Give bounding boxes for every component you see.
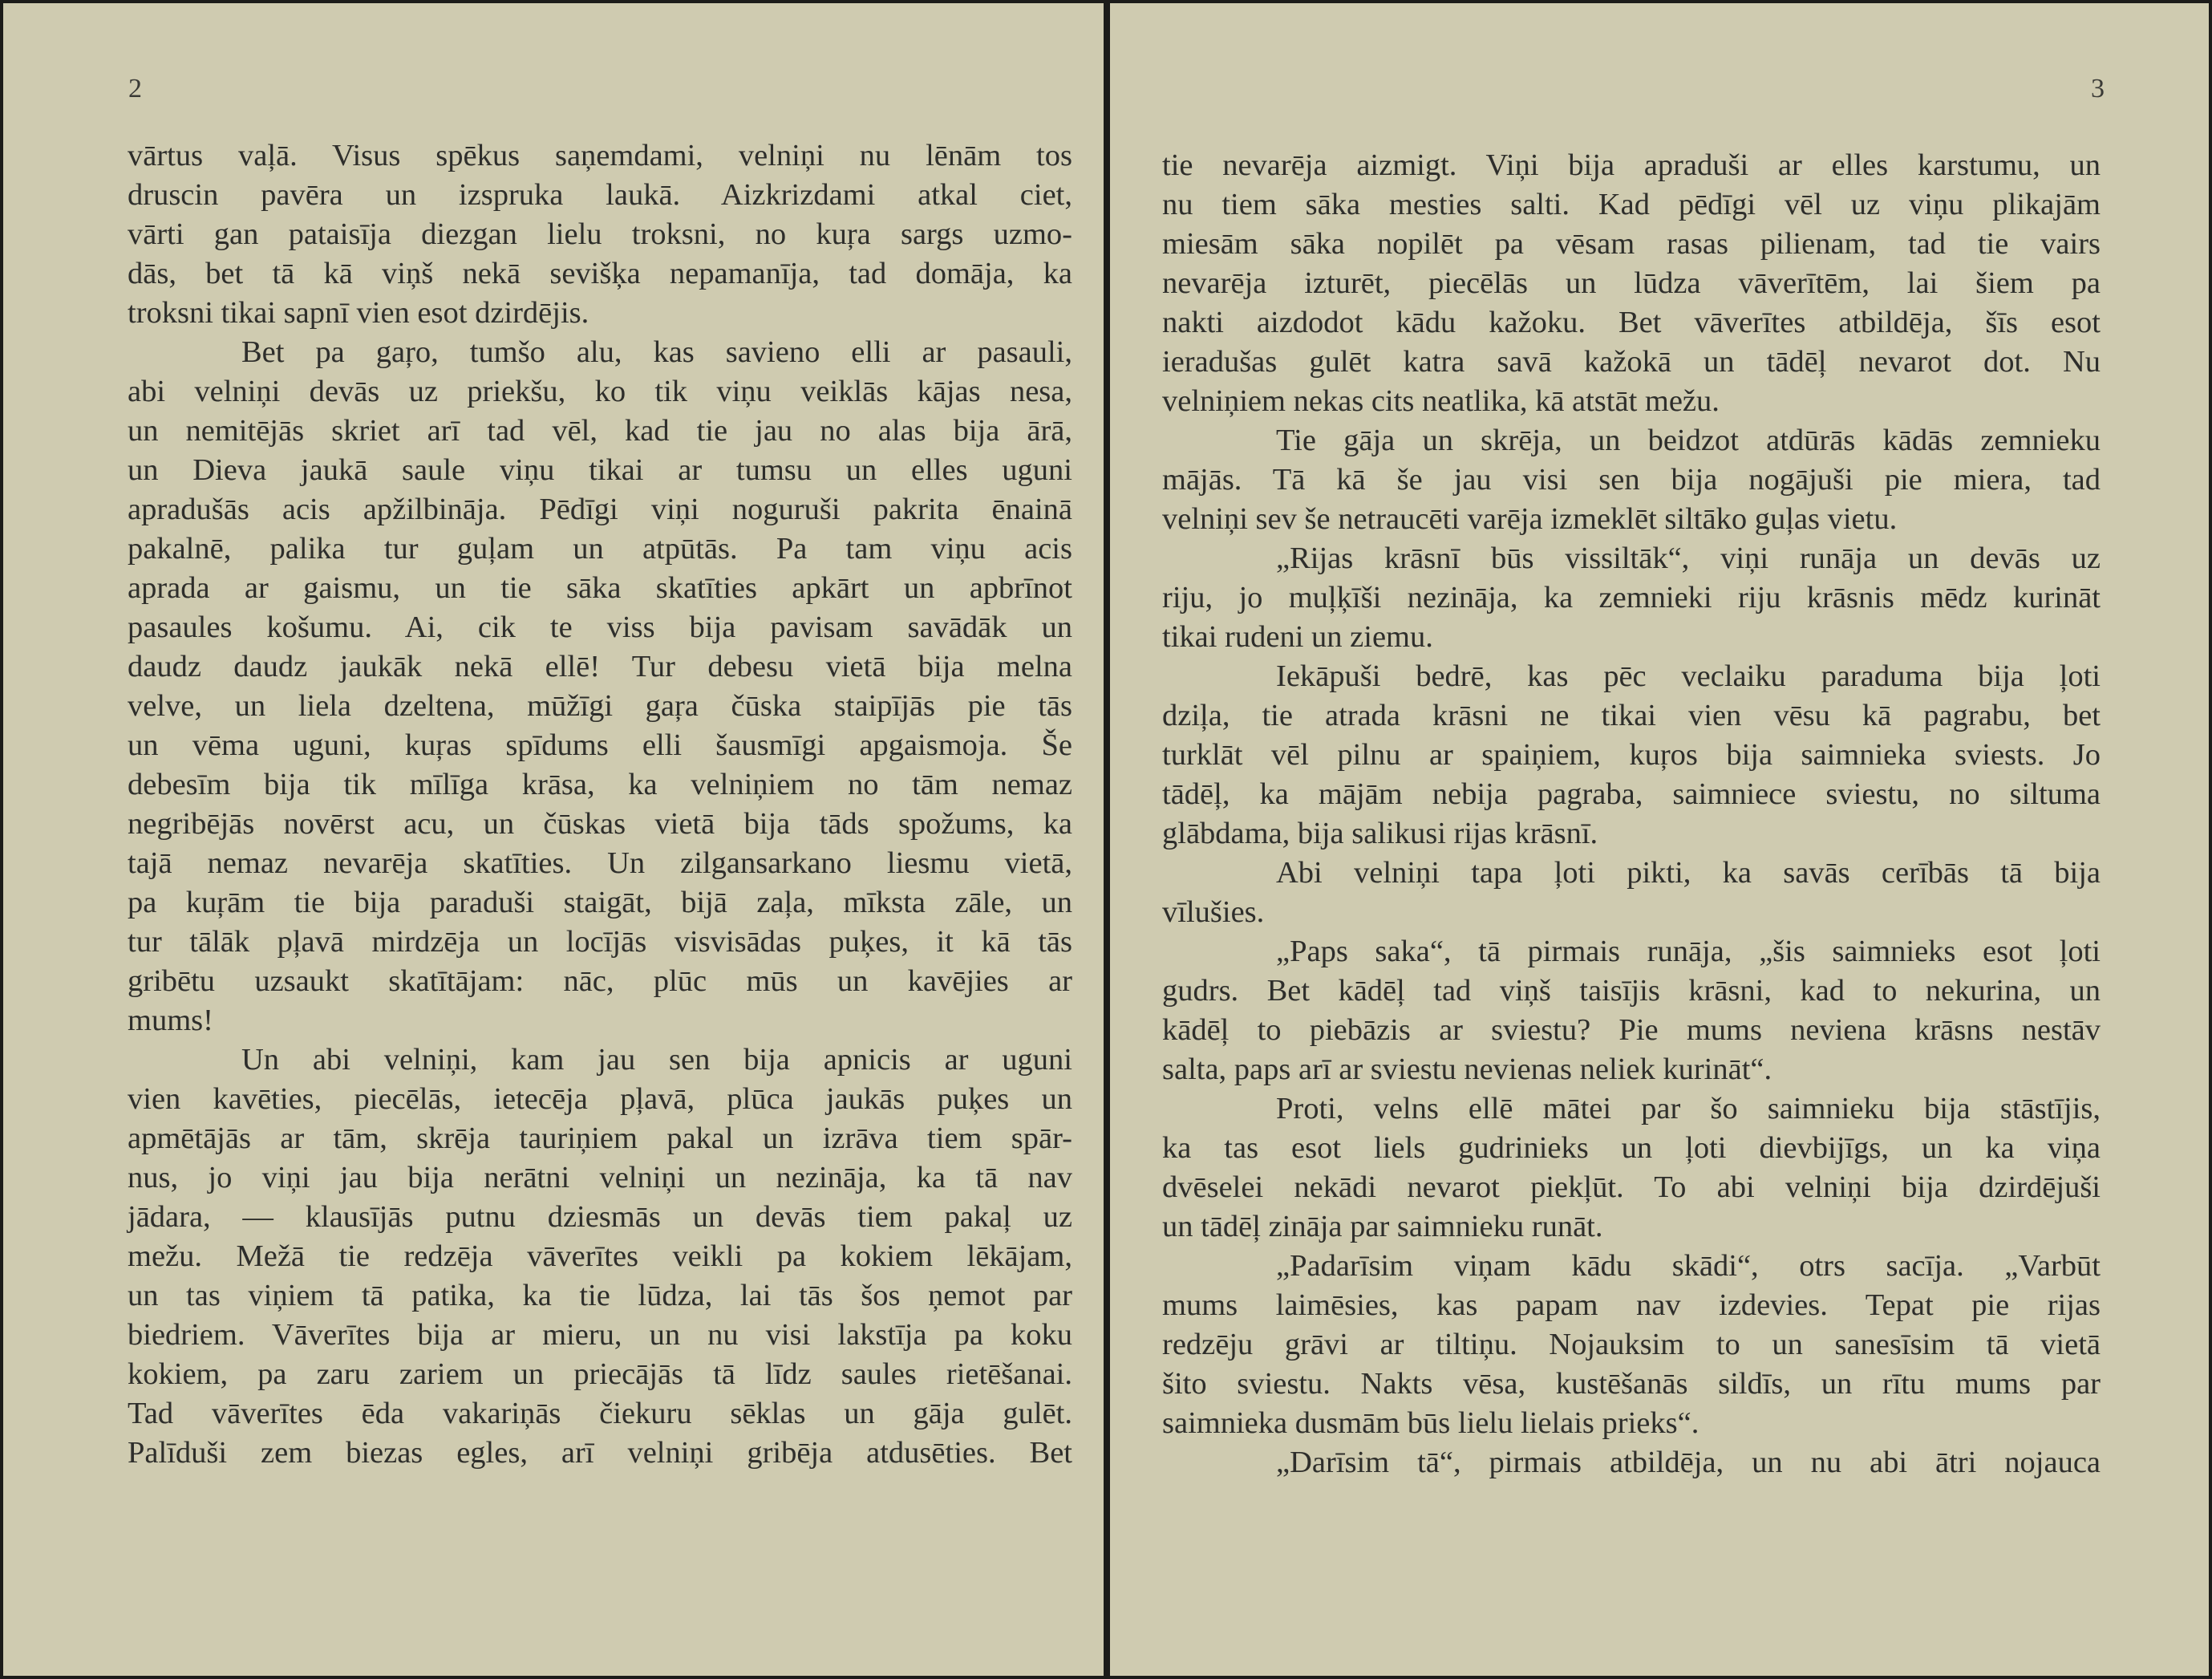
text-line: Abi velniņi tapa ļoti pikti, ka savās cerībās tā bija xyxy=(1276,856,2101,890)
text-line: biedriem. Vāverītes bija ar mieru, un nu visi lakstīja pa koku xyxy=(128,1318,1072,1352)
text-line: ieradušas gulēt katra savā kažokā un tādēļ nevarot dot. Nu xyxy=(1162,345,2101,379)
text-line: dās, bet tā kā viņš nekā sevišķa nepamanīja, tad domāja, ka xyxy=(128,257,1072,290)
body-text xyxy=(1162,146,2101,1482)
text-line: jādara, — klausījās putnu dziesmās un devās tiem pakaļ uz xyxy=(128,1200,1072,1234)
text-line: daudz daudz jaukāk nekā ellē! Tur debesu vietā bija melna xyxy=(128,650,1072,683)
text-line: aprada ar gaismu, un tie sāka skatīties apkārt un apbrīnot xyxy=(128,571,1072,605)
text-line: un tādēļ zināja par saimnieku runāt. xyxy=(1162,1210,1603,1243)
page-number: 2 xyxy=(128,74,142,103)
text-line: gudrs. Bet kādēļ tad viņš taisījis krāsni, kad to nekurina, un xyxy=(1162,974,2101,1008)
text-line: Tie gāja un skrēja, un beidzot atdūrās kādās zemnieku xyxy=(1276,424,2101,457)
text-line: pa kuŗām tie bija paraduši staigāt, bijā zaļa, mīksta zāle, un xyxy=(128,886,1072,919)
text-line: nakti aizdodot kādu kažoku. Bet vāverītes atbildēja, šīs esot xyxy=(1162,306,2101,339)
text-line: un tas viņiem tā patika, ka tie lūdza, lai tās šos ņemot par xyxy=(128,1279,1072,1312)
text-line: Bet pa gaŗo, tumšo alu, kas savieno elli ar pasauli, xyxy=(241,335,1072,369)
text-line: mums laimēsies, kas papam nav izdevies. Tepat pie rijas xyxy=(1162,1288,2101,1322)
text-line: velve, un liela dzeltena, mūžīgi gaŗa čūska staipījās pie tās xyxy=(128,689,1072,723)
text-line: nu tiem sāka mesties salti. Kad pēdīgi vēl uz viņu plikajām xyxy=(1162,188,2101,221)
text-line: Proti, velns ellē mātei par šo saimnieku bija stāstījis, xyxy=(1276,1092,2101,1125)
text-line: dvēselei nekādi nevarot piekļūt. To abi velniņi bija dzirdējuši xyxy=(1162,1170,2101,1204)
text-line: vien kavēties, piecēlās, ietecēja pļavā, plūca jaukās puķes un xyxy=(128,1082,1072,1116)
text-line: velniņiem nekas cits neatlika, kā atstāt mežu. xyxy=(1162,384,1720,418)
text-line: dziļa, tie atrada krāsni ne tikai vien vēsu kā pagrabu, bet xyxy=(1162,699,2101,732)
text-line: kokiem, pa zaru zariem un priecājās tā līdz saules rietēšanai. xyxy=(128,1357,1072,1391)
text-line: apmētājās ar tām, skrēja tauriņiem pakal un izrāva tiem spār- xyxy=(128,1121,1072,1155)
page-number: 3 xyxy=(2091,74,2105,103)
text-line: mums! xyxy=(128,1004,213,1037)
body-text xyxy=(128,136,1072,1473)
text-line: miesām sāka nopilēt pa vēsam rasas pilienam, tad tie vairs xyxy=(1162,227,2101,261)
text-line: Palīduši zem biezas egles, arī velniņi gribēja atdusēties. Bet xyxy=(128,1436,1072,1470)
text-line: vīlušies. xyxy=(1162,895,1265,929)
text-line: negribējās novērst acu, un čūskas vietā bija tāds spožums, ka xyxy=(128,807,1072,841)
text-line: tādēļ, ka mājām nebija pagraba, saimniece sviestu, no siltuma xyxy=(1162,777,2101,811)
text-line: tajā nemaz nevarēja skatīties. Un zilgansarkano liesmu vietā, xyxy=(128,846,1072,880)
text-line: redzēju grāvi ar tiltiņu. Nojauksim to un sanesīsim tā vietā xyxy=(1162,1328,2101,1361)
text-line: tur tālāk pļavā mirdzēja un locījās visvisādas puķes, it kā tās xyxy=(128,925,1072,959)
text-line: troksni tikai sapnī vien esot dzirdējis. xyxy=(128,296,589,330)
text-line: pakalnē, palika tur guļam un atpūtās. Pa tam viņu acis xyxy=(128,532,1072,566)
text-line: nus, jo viņi jau bija nerātni velniņi un nezināja, ka tā nav xyxy=(128,1161,1072,1194)
text-line: un nemitējās skriet arī tad vēl, kad tie jau no alas bija ārā, xyxy=(128,414,1072,448)
text-line: kādēļ to piebāzis ar sviestu? Pie mums neviena krāsns nestāv xyxy=(1162,1013,2101,1047)
text-line: debesīm bija tik mīlīga krāsa, ka velniņiem no tām nemaz xyxy=(128,768,1072,801)
text-line: „Padarīsim viņam kādu skādi“, otrs sacīja. „Varbūt xyxy=(1276,1249,2101,1283)
text-line: gribētu uzsaukt skatītājam: nāc, plūc mūs un kavējies ar xyxy=(128,964,1072,998)
text-line: šito sviestu. Nakts vēsa, kustēšanās sildīs, un rītu mums par xyxy=(1162,1367,2101,1401)
text-line: Iekāpuši bedrē, kas pēc veclaiku paraduma bija ļoti xyxy=(1276,659,2101,693)
text-line: Un abi velniņi, kam jau sen bija apnicis ar uguni xyxy=(241,1043,1072,1077)
text-line: Tad vāverītes ēda vakariņās čiekuru sēklas un gāja gulēt. xyxy=(128,1397,1072,1430)
text-line: vārtus vaļā. Visus spēkus saņemdami, velniņi nu lēnām tos xyxy=(128,139,1072,172)
text-line: nevarēja izturēt, piecēlās un lūdza vāverītēm, lai šiem pa xyxy=(1162,266,2101,300)
text-line: un vēma uguni, kuŗas spīdums elli šausmīgi apgaismoja. Še xyxy=(128,728,1072,762)
text-line: velniņi sev še netraucēti varēja izmeklēt siltāko guļas vietu. xyxy=(1162,502,1898,536)
text-line: mājās. Tā kā še jau visi sen bija nogājuši pie miera, tad xyxy=(1162,463,2101,497)
text-line: pasaules košumu. Ai, cik te viss bija pavisam savādāk un xyxy=(128,610,1072,644)
text-line: salta, paps arī ar sviestu nevienas neliek kurināt“. xyxy=(1162,1052,1772,1086)
text-line: „Paps saka“, tā pirmais runāja, „šis saimnieks esot ļoti xyxy=(1276,935,2101,968)
text-line: apradušās acis apžilbināja. Pēdīgi viņi noguruši pakrita ēnainā xyxy=(128,493,1072,526)
text-line: mežu. Mežā tie redzēja vāverītes veikli pa kokiem lēkājam, xyxy=(128,1239,1072,1273)
text-line: turklāt vēl pilnu ar spaiņiem, kuŗos bija saimnieka sviests. Jo xyxy=(1162,738,2101,772)
text-line: tie nevarēja aizmigt. Viņi bija apraduši ar elles karstumu, un xyxy=(1162,148,2101,182)
text-line: vārti gan pataisīja diezgan lielu troksni, no kuŗa sargs uzmo- xyxy=(128,217,1072,251)
text-line: un Dieva jaukā saule viņu tikai ar tumsu un elles uguni xyxy=(128,453,1072,487)
text-line: tikai rudeni un ziemu. xyxy=(1162,620,1433,654)
text-line: riju, jo muļķīši nezināja, ka zemnieki riju krāsnis mēdz kurināt xyxy=(1162,581,2101,614)
text-line: abi velniņi devās uz priekšu, ko tik viņu veiklās kājas nesa, xyxy=(128,375,1072,408)
text-line: „Darīsim tā“, pirmais atbildēja, un nu abi ātri nojauca xyxy=(1276,1446,2101,1479)
text-line: glābdama, bija salikusi rijas krāsnī. xyxy=(1162,817,1598,850)
text-line: „Rijas krāsnī būs vissiltāk“, viņi runāja un devās uz xyxy=(1276,541,2101,575)
text-line: druscin pavēra un izspruka laukā. Aizkrizdami atkal ciet, xyxy=(128,178,1072,212)
right-page xyxy=(1110,3,2209,1676)
text-line: saimnieka dusmām būs lielu lielais prieks“. xyxy=(1162,1406,1700,1440)
text-line: ka tas esot liels gudrinieks un ļoti dievbijīgs, un ka viņa xyxy=(1162,1131,2101,1165)
left-page xyxy=(3,3,1104,1676)
